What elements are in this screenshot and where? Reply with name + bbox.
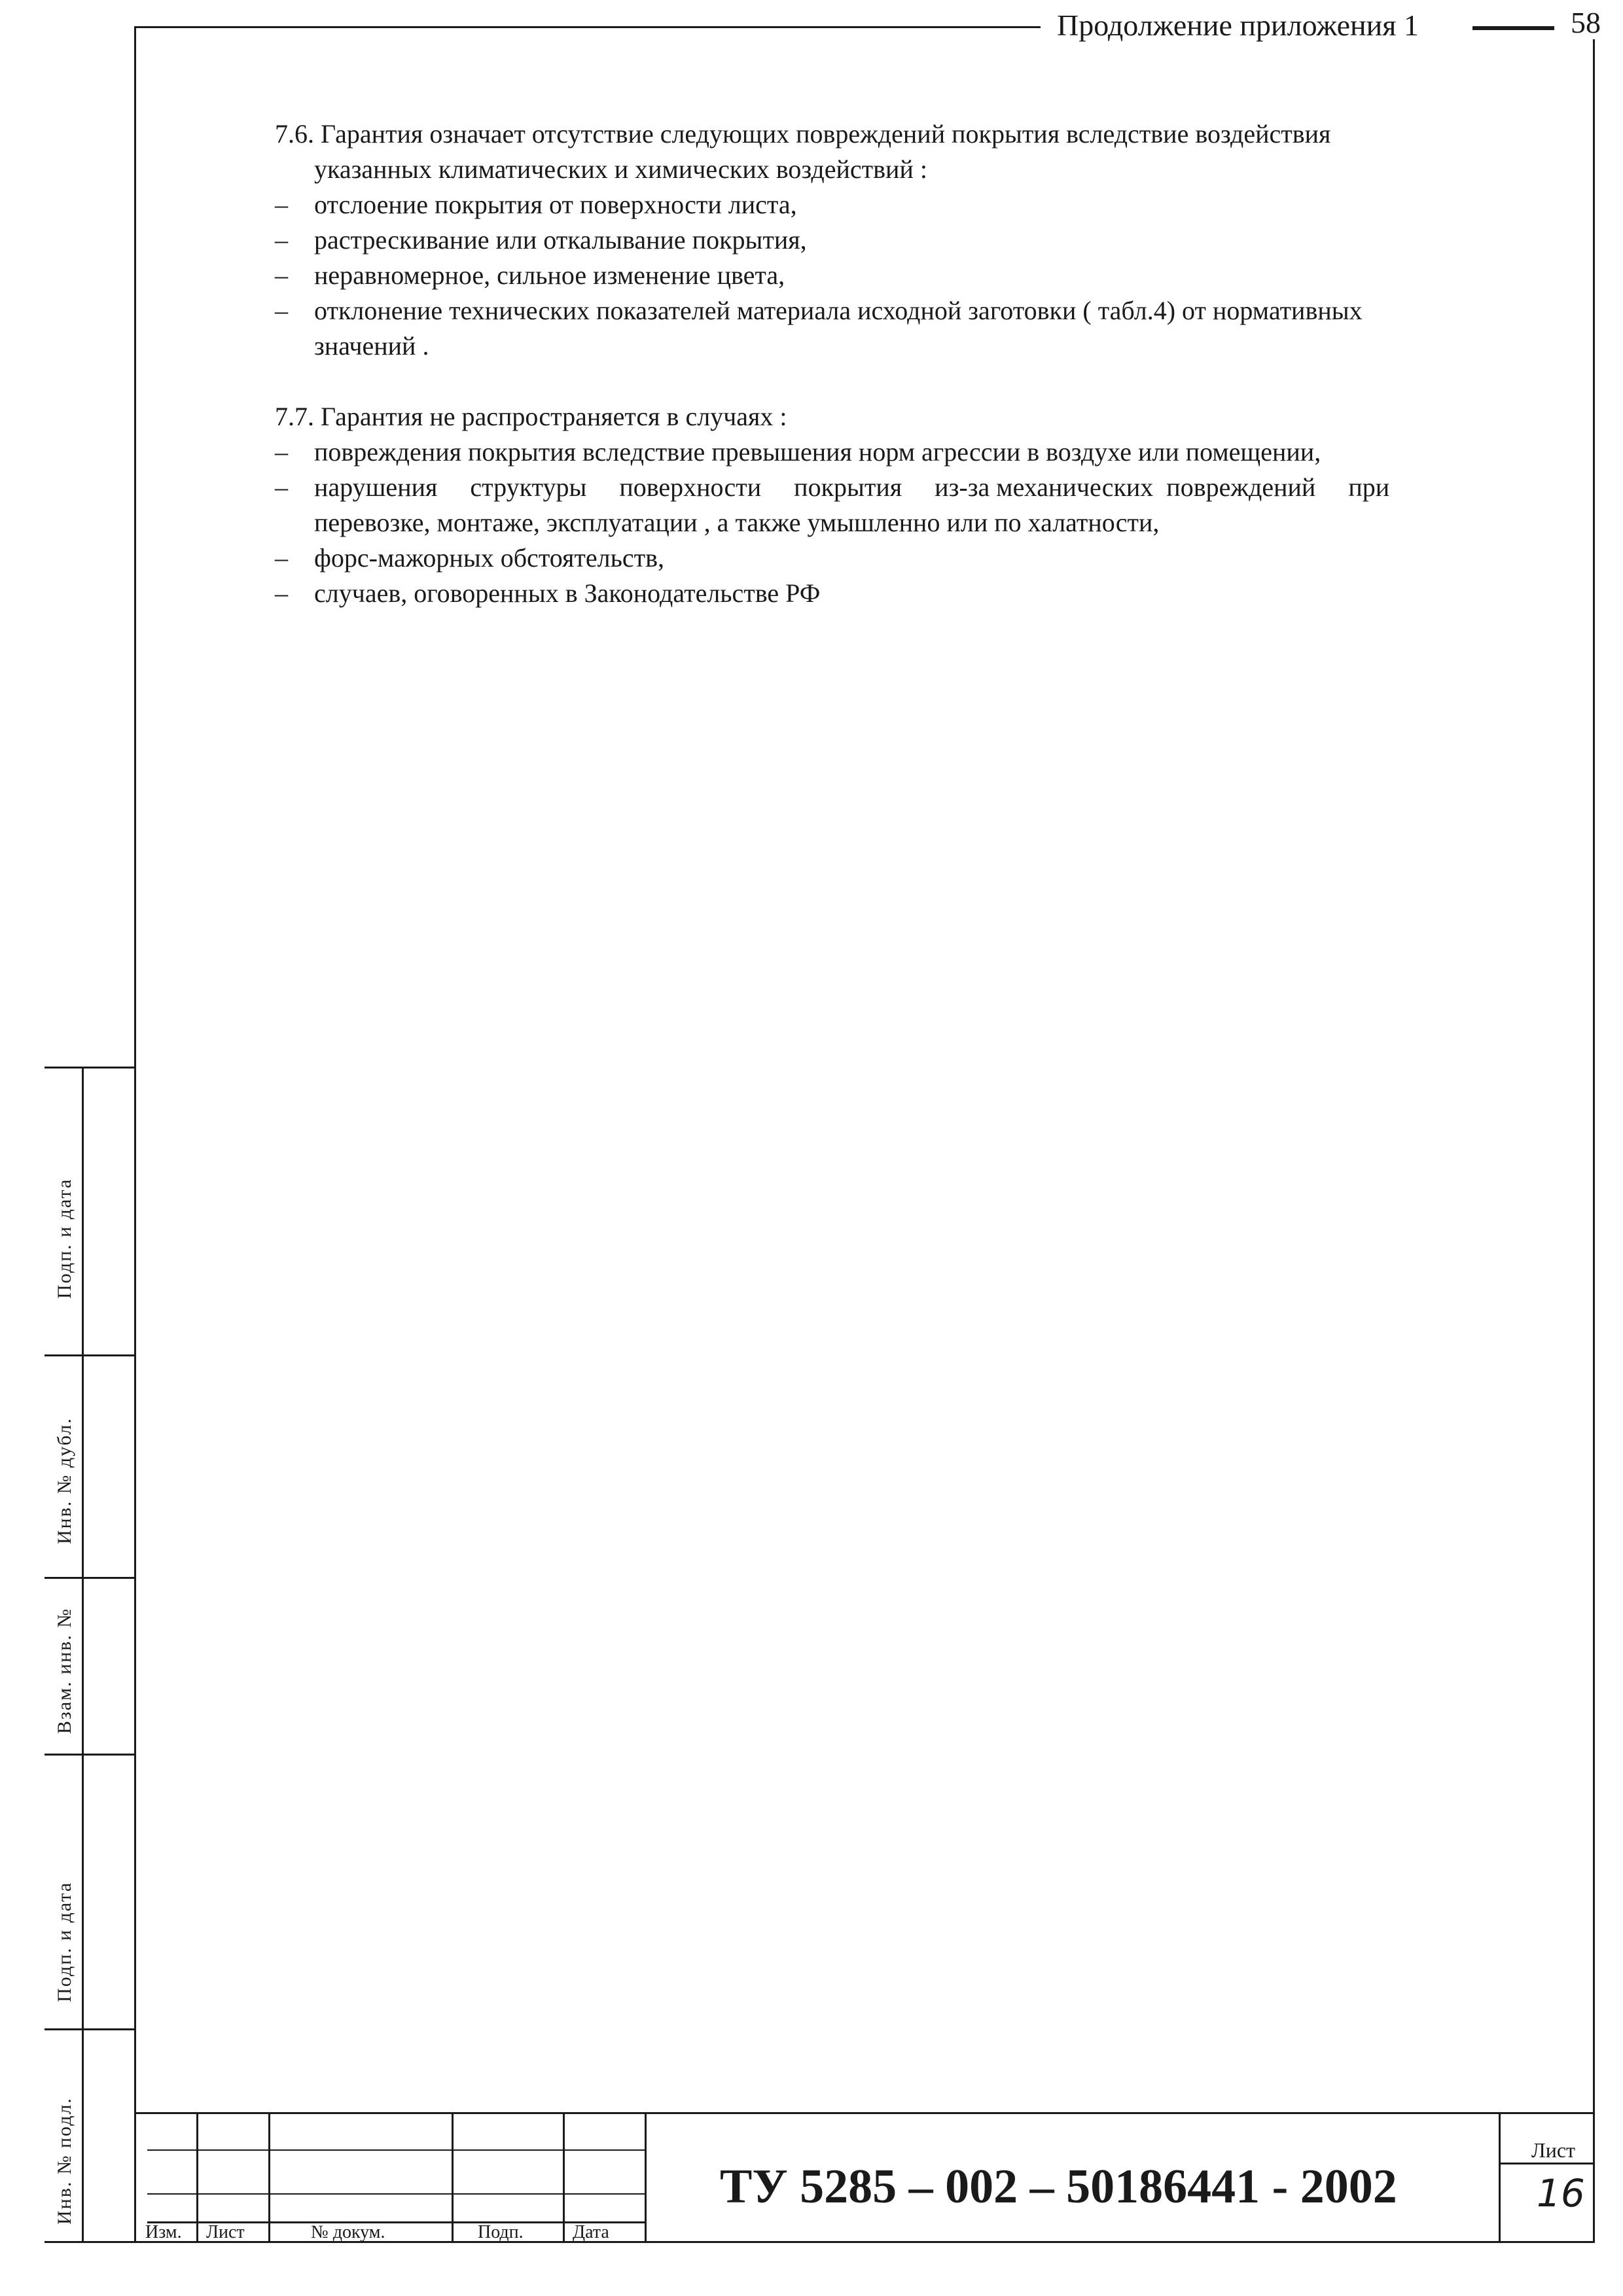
document-code: ТУ 5285 – 002 – 50186441 - 2002 <box>720 2160 1397 2214</box>
sheet-label: Лист <box>1531 2138 1576 2162</box>
page-number: 58 <box>1571 6 1601 39</box>
stamp-label: Подп. и дата <box>54 1881 75 2002</box>
stamp-label: Инв. № дубл. <box>54 1417 75 1544</box>
list-item: – повреждения покрытия вследствие превышения норм агрессии в воздухе или помещении, <box>275 437 1321 467</box>
section-7-7-intro: 7.7. Гарантия не распространяется в случаях : <box>275 402 787 431</box>
section-7-6-intro: 7.6. Гарантия означает отсутствие следующих повреждений покрытия вследствие воздействия <box>275 119 1331 149</box>
sheet-number: 16 <box>1537 2171 1585 2216</box>
stamp-label: Взам. инв. № <box>54 1607 75 1734</box>
column-doc-num: № докум. <box>311 2222 385 2242</box>
list-item: – растрескивание или откалывание покрытия, <box>275 225 807 255</box>
list-item-cont: значений . <box>314 331 429 361</box>
column-date: Дата <box>573 2222 609 2242</box>
frame-top-border <box>134 26 1041 28</box>
list-item: – нарушения структуры поверхности покрытия из-за механических повреждений при <box>275 472 1390 502</box>
list-item: – форс-мажорных обстоятельств, <box>275 543 664 573</box>
section-7-6-intro-cont: указанных климатических и химических воздействий : <box>314 154 927 184</box>
header-title: Продолжение приложения 1 <box>1057 9 1419 42</box>
stamp-label: Подп. и дата <box>54 1178 75 1299</box>
column-izm: Изм. <box>145 2222 182 2242</box>
list-item: – отслоение покрытия от поверхности листа, <box>275 190 797 219</box>
frame-right-border <box>1593 39 1595 2241</box>
column-list: Лист <box>206 2222 245 2242</box>
column-sign: Подп. <box>478 2222 524 2242</box>
list-item: – отклонение технических показателей материала исходной заготовки ( табл.4) от нормативных <box>275 296 1363 325</box>
list-item-cont: перевозке, монтаже, эксплуатации , а также умышленно или по халатности, <box>314 508 1160 537</box>
frame-left-border <box>134 26 136 2241</box>
list-item: – случаев, оговоренных в Законодательстве РФ <box>275 578 821 608</box>
header-dash <box>1472 26 1554 30</box>
stamp-label: Инв. № подл. <box>54 2097 75 2225</box>
list-item: – неравномерное, сильное изменение цвета, <box>275 260 785 290</box>
